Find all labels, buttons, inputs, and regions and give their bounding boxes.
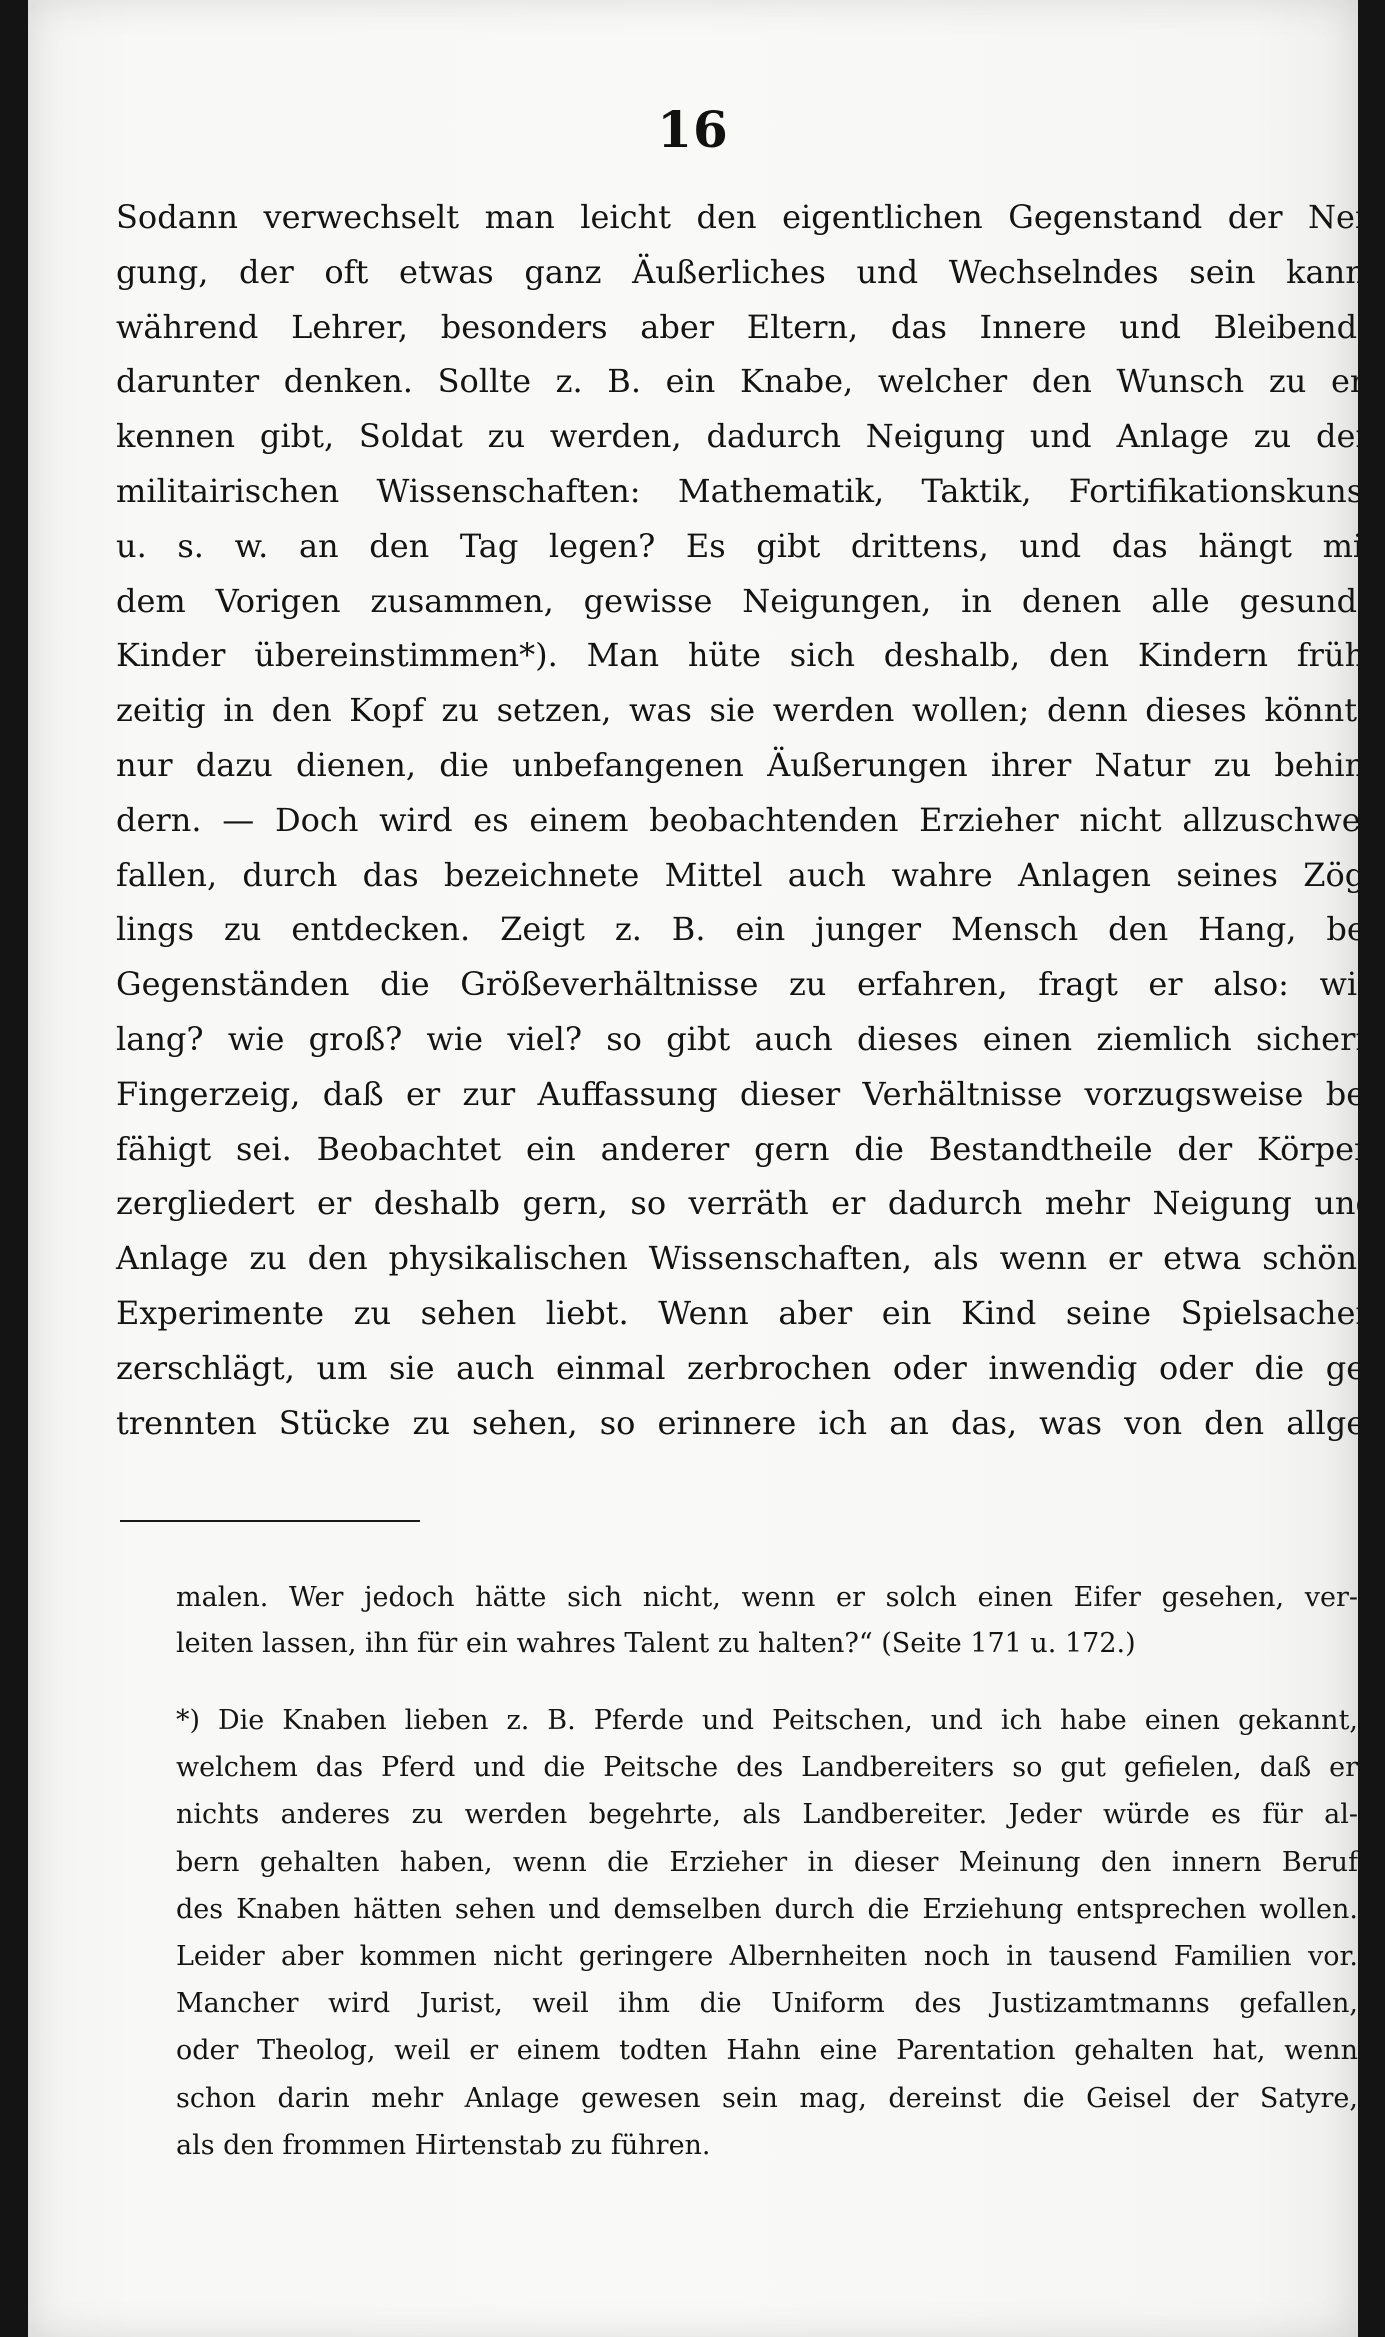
footnote bbox=[176, 1697, 1358, 2169]
text-line: Gegenständen die Größeverhältnisse zu erfahren, fragt er also: wie bbox=[116, 965, 1376, 1004]
footnote-line: schon darin mehr Anlage gewesen sein mag, dereinst die Geisel der Satyre, bbox=[176, 2082, 1358, 2114]
text-line: während Lehrer, besonders aber Eltern, das Innere und Bleibende bbox=[116, 307, 1376, 346]
text-line: gung, der oft etwas ganz Äußerliches und Wechselndes sein kann, bbox=[116, 252, 1376, 291]
text-line: Anlage zu den physikalischen Wissenschaften, als wenn er etwa schöne bbox=[116, 1239, 1376, 1278]
footnote-line: bern gehalten haben, wenn die Erzieher in dieser Meinung den innern Beruf bbox=[176, 1846, 1358, 1878]
text-line: fähigt sei. Beobachtet ein anderer gern die Bestandtheile der Körper, bbox=[116, 1129, 1376, 1168]
text-line: lings zu entdecken. Zeigt z. B. ein junger Mensch den Hang, bei bbox=[116, 910, 1376, 949]
text-line: kennen gibt, Soldat zu werden, dadurch Neigung und Anlage zu den bbox=[116, 417, 1376, 456]
text-line: zerschlägt, um sie auch einmal zerbrochen oder inwendig oder die ge- bbox=[116, 1348, 1376, 1387]
text-line: zergliedert er deshalb gern, so verräth er dadurch mehr Neigung und bbox=[116, 1184, 1376, 1223]
footnote-line: *) Die Knaben lieben z. B. Pferde und Peitschen, und ich habe einen gekannt, bbox=[176, 1705, 1358, 1736]
text-line: dern. — Doch wird es einem beobachtenden Erzieher nicht allzuschwer bbox=[116, 800, 1376, 839]
footnote-divider bbox=[120, 1520, 420, 1522]
text-line: Sodann verwechselt man leicht den eigentlichen Gegenstand der Nei- bbox=[116, 198, 1376, 236]
text-line: trennten Stücke zu sehen, so erinnere ich an das, was von den allge- bbox=[116, 1403, 1376, 1442]
footnote-continuation bbox=[176, 1575, 1358, 1667]
footnote-line: leiten lassen, ihn für ein wahres Talent zu halten?“ (Seite 171 u. 172.) bbox=[176, 1628, 1136, 1659]
footnote-line: nichts anderes zu werden begehrte, als Landbereiter. Jeder würde es für al- bbox=[176, 1799, 1358, 1831]
page-number: 16 bbox=[657, 100, 729, 159]
text-line: lang? wie groß? wie viel? so gibt auch dieses einen ziemlich sichern bbox=[116, 1019, 1376, 1058]
text-line: zeitig in den Kopf zu setzen, was sie werden wollen; denn dieses könnte bbox=[116, 691, 1376, 730]
footnote-line: als den frommen Hirtenstab zu führen. bbox=[176, 2129, 711, 2161]
text-line: fallen, durch das bezeichnete Mittel auch wahre Anlagen seines Zög- bbox=[116, 855, 1376, 894]
text-line: Experimente zu sehen liebt. Wenn aber ein Kind seine Spielsachen bbox=[116, 1293, 1376, 1332]
text-line: dem Vorigen zusammen, gewisse Neigungen, in denen alle gesunde bbox=[116, 581, 1376, 620]
text-line: darunter denken. Sollte z. B. ein Knabe, welcher den Wunsch zu er- bbox=[116, 362, 1376, 401]
footnote-line: Leider aber kommen nicht geringere Albernheiten noch in tausend Familien vor. bbox=[176, 1940, 1358, 1972]
main-text bbox=[116, 190, 1376, 1450]
footnote-line: oder Theolog, weil er einem todten Hahn eine Parentation gehalten hat, wenn bbox=[176, 2035, 1358, 2067]
footnote-line: des Knaben hätten sehen und demselben durch die Erziehung entsprechen wollen. bbox=[176, 1893, 1358, 1925]
text-line: nur dazu dienen, die unbefangenen Äußerungen ihrer Natur zu behin- bbox=[116, 745, 1376, 784]
text-line: Fingerzeig, daß er zur Auffassung dieser Verhältnisse vorzugsweise be- bbox=[116, 1074, 1376, 1113]
footnote-line: malen. Wer jedoch hätte sich nicht, wenn er solch einen Eifer gesehen, ver- bbox=[176, 1582, 1358, 1613]
text-line: Kinder übereinstimmen*). Man hüte sich deshalb, den Kindern früh- bbox=[116, 636, 1376, 675]
footnote-line: Mancher wird Jurist, weil ihm die Uniform des Justizamtmanns gefallen, bbox=[176, 1988, 1358, 2020]
text-line: militairischen Wissenschaften: Mathematik, Taktik, Fortifikationskunst bbox=[116, 471, 1376, 510]
text-line: u. s. w. an den Tag legen? Es gibt drittens, und das hängt mit bbox=[116, 526, 1376, 565]
book-page bbox=[28, 0, 1376, 2337]
footnote-line: welchem das Pferd und die Peitsche des Landbereiters so gut gefielen, daß er bbox=[176, 1752, 1358, 1784]
